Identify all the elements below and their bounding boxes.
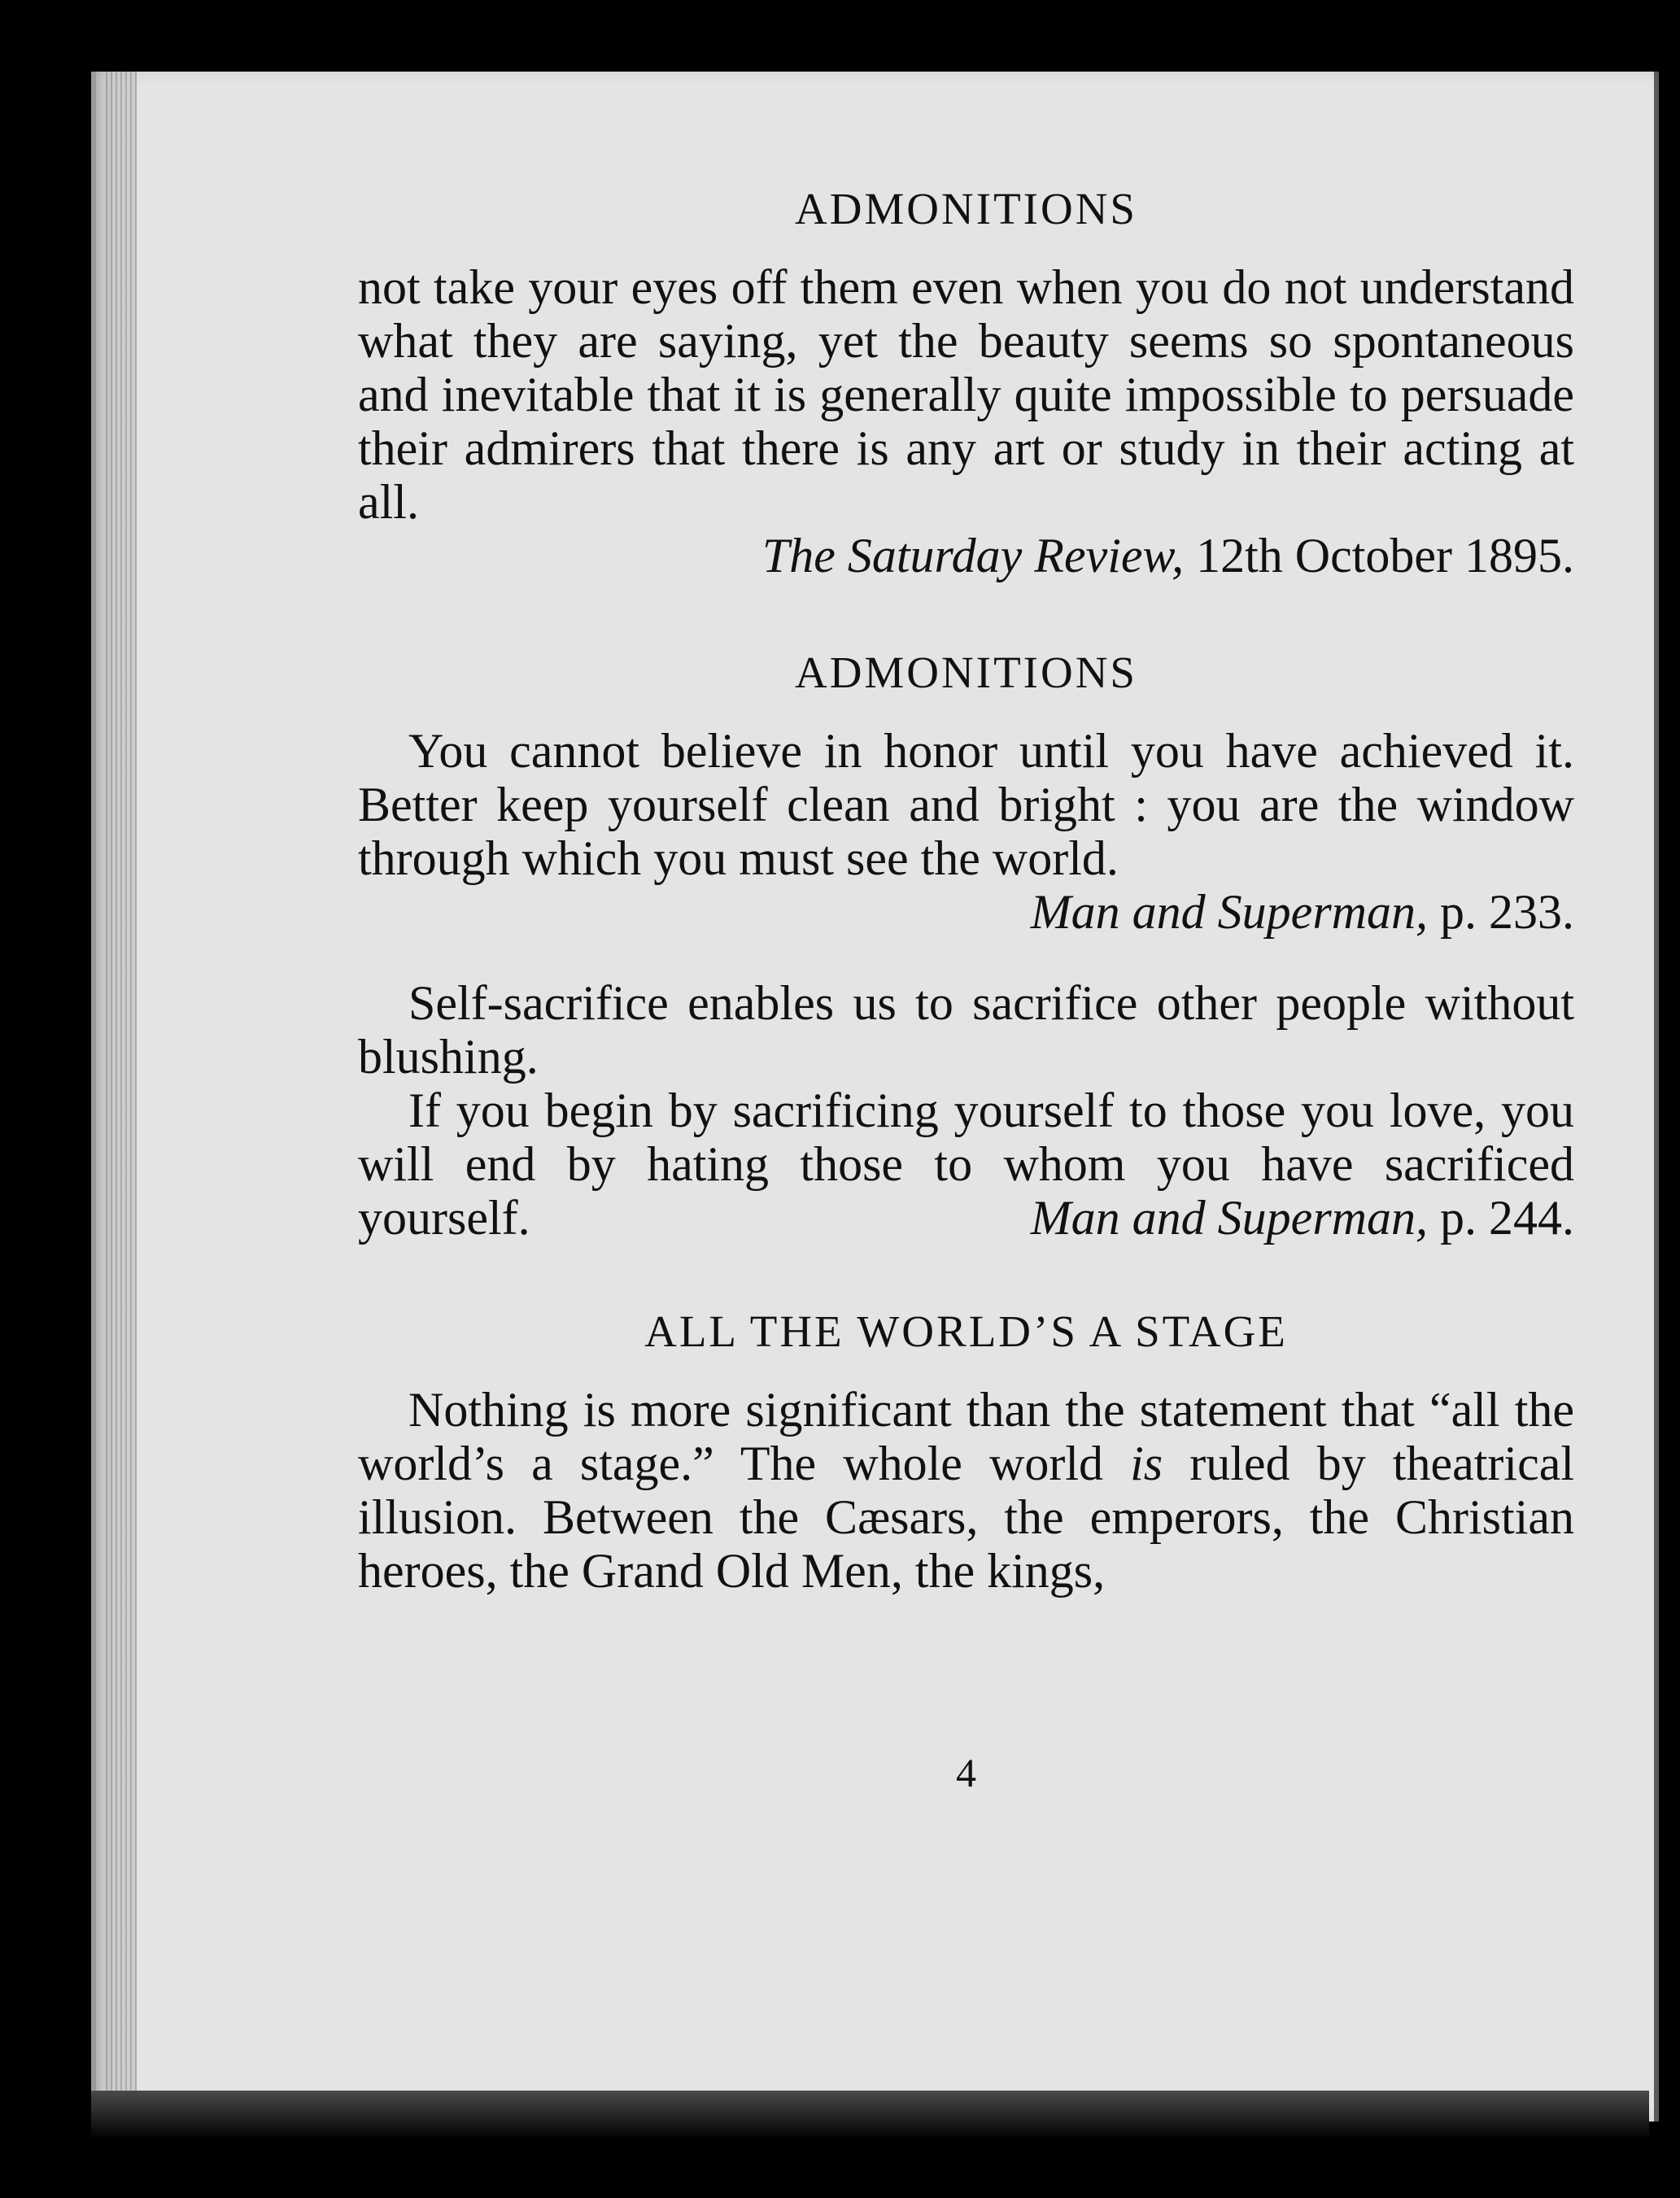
citation-page: p. 244.: [1428, 1191, 1574, 1245]
paragraph-stage: [358, 1383, 1574, 1598]
continuation-block: [358, 260, 1574, 582]
citation-honor: [358, 885, 1574, 939]
section-title: ADMONITIONS: [794, 648, 1138, 697]
paragraph-honor: You cannot believe in honor until you have achieved it. Better keep yourself clean and bright : you are the window through which you must see the world.: [358, 724, 1574, 885]
sacrificing-last-line: [358, 1191, 1574, 1245]
page-bottom-edge: [91, 2091, 1649, 2139]
section-admonitions-body-2: [358, 976, 1574, 1245]
section-admonitions-body: [358, 724, 1574, 939]
section-worlds-stage-body: [358, 1383, 1574, 1598]
continuation-paragraph: not take your eyes off them even when you do not understand what they are saying, yet the beauty seems so spontaneous and inevitable that it is generally quite impossible to persuade their admirers that there is any art or study in their acting at all.: [358, 260, 1574, 529]
section-title: ALL THE WORLD’S A STAGE: [644, 1306, 1288, 1356]
citation-date: 12th October 1895.: [1184, 529, 1574, 582]
running-title: ADMONITIONS: [794, 184, 1138, 233]
paragraph-text: ruled by theatrical illusion. Between the Cæsars, the emperors, the Christian heroes, the Grand Old Men, the kings,: [358, 1437, 1575, 1598]
citation-source: Man and Superman,: [1030, 885, 1428, 939]
citation-source: The Saturday Review,: [761, 529, 1185, 582]
section-admonitions: [358, 647, 1574, 698]
paragraph-sacrificing: If you begin by sacrificing yourself to those you love, you will end by hating those to whom you have sacrificed: [358, 1084, 1574, 1191]
citation-source: Man and Superman,: [1030, 1191, 1428, 1245]
section-worlds-stage: [358, 1306, 1574, 1357]
emphasis-text: is: [1130, 1437, 1163, 1490]
continuation-citation: [358, 529, 1574, 582]
paragraph-text: Nothing is more significant than the statement that “all the world’s a stage.” The whole world: [358, 1383, 1574, 1490]
citation-page: p. 233.: [1428, 885, 1574, 939]
running-header: [358, 183, 1574, 234]
citation-sacrifice: [1031, 1191, 1574, 1245]
page-number: 4: [956, 1750, 976, 1795]
paragraph-last-word: yourself.: [358, 1191, 530, 1245]
paragraph-self-sacrifice: Self-sacrifice enables us to sacrifice other people without blushing.: [358, 976, 1574, 1084]
